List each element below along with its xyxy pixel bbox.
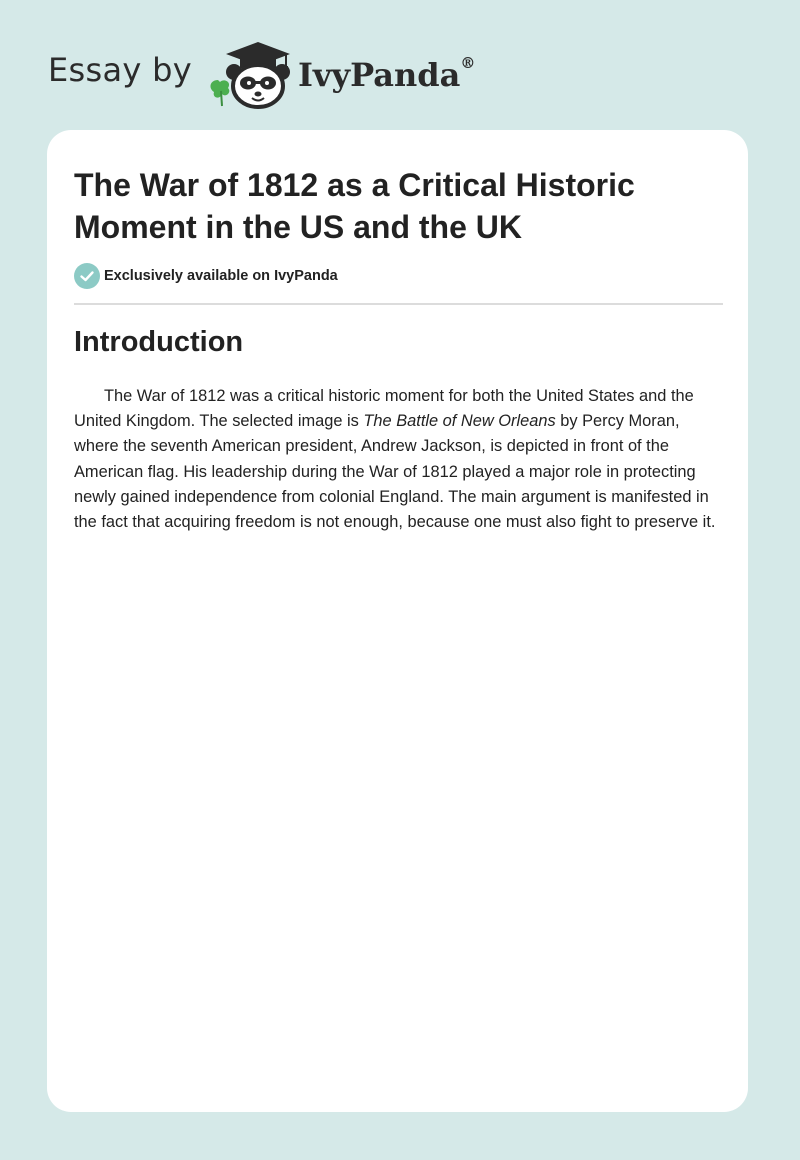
exclusive-label: Exclusively available on IvyPanda: [104, 268, 338, 284]
page-title: The War of 1812 as a Critical Historic Moment in the US and the UK: [74, 167, 635, 245]
essay-by-label: Essay by: [48, 51, 192, 89]
artwork-title: The Battle of New Orleans: [363, 412, 556, 431]
section-heading: Introduction: [74, 326, 244, 358]
exclusive-badge: [74, 263, 338, 289]
site-header: [48, 36, 475, 110]
brand-name[interactable]: IvyPanda®: [297, 54, 476, 94]
registered-mark: ®: [460, 54, 476, 73]
panda-graduate-icon[interactable]: [206, 36, 296, 110]
check-circle-icon: [74, 263, 100, 289]
body-paragraph: The War of 1812 was a critical historic moment for both the United States and the United Kingdom. The selected image is The Battle of New Orleans by Percy Moran, where the seventh American president, Andrew Jackson, is depicted in front of the American flag. His leadership during the War of 1812 played a major role in protecting newly gained independence from colonial England. The main argument is manifested in the fact that acquiring freedom is not enough, because one must also fight to preserve it.: [74, 387, 716, 532]
divider: [74, 303, 723, 305]
essay-card: [47, 130, 748, 1112]
